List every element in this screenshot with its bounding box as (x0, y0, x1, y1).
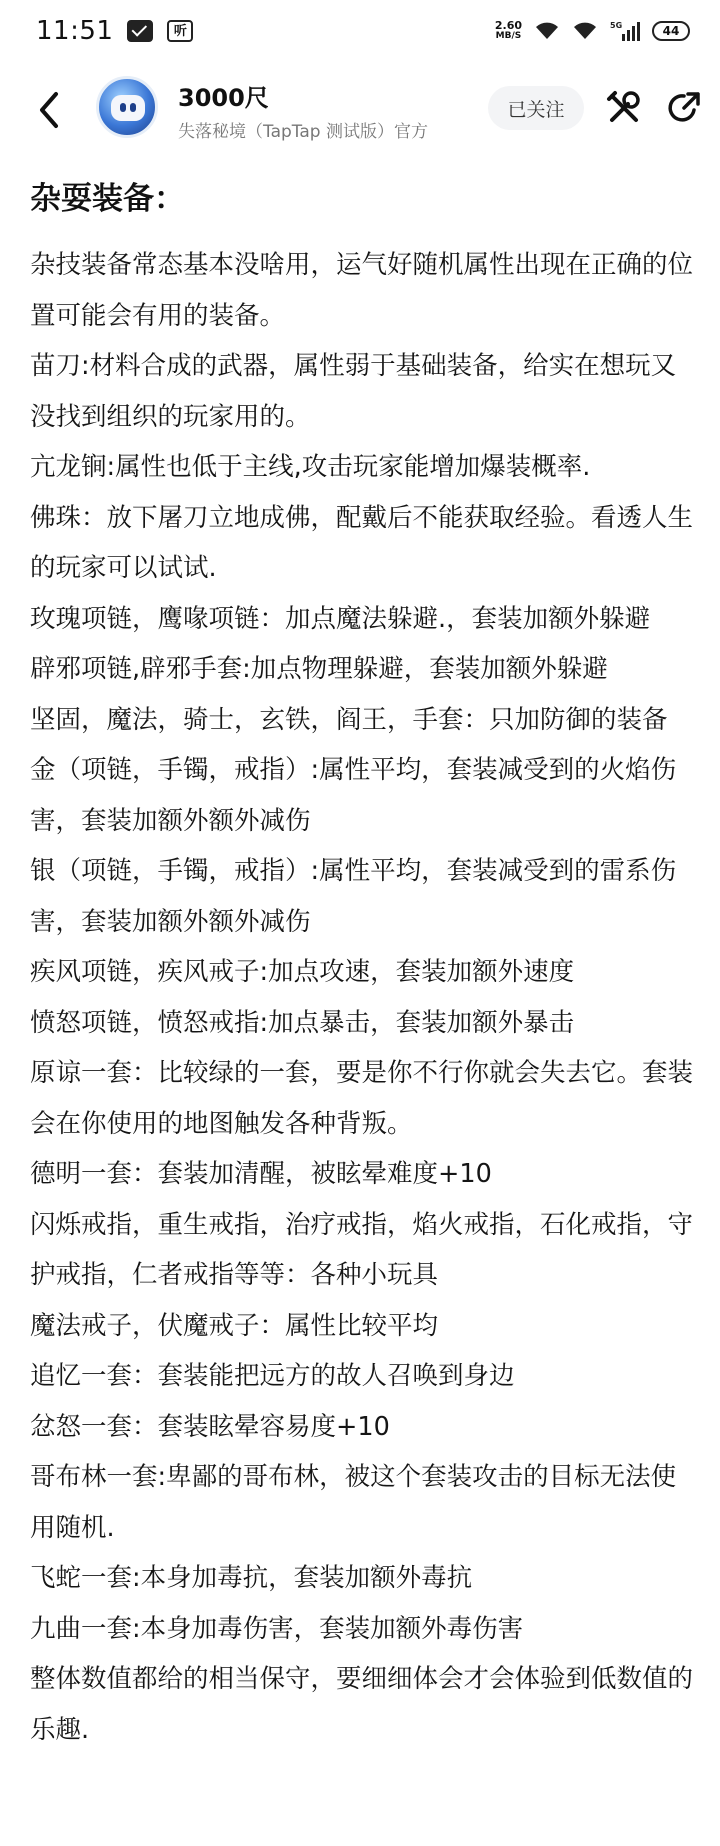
back-icon[interactable] (30, 88, 70, 132)
account-subtitle: 失落秘境（TapTap 测试版）官方 (178, 122, 428, 142)
paragraph: 魔法戒子，伏魔戒子：属性比较平均 (30, 1310, 439, 1341)
paragraph: 追忆一套：套装能把远方的故人召唤到身边 (30, 1361, 515, 1391)
mail-check-icon (127, 20, 153, 42)
paragraph: 苗刀:材料合成的武器，属性弱于基础装备，给实在想玩又没找到组织的玩家用的。 (30, 351, 677, 432)
paragraph: 坚固，魔法，骑士，玄铁，阎王，手套：只加防御的装备 (30, 704, 668, 735)
follow-button[interactable]: 已关注 (488, 86, 584, 130)
paragraph: 愤怒项链，愤怒戒指:加点暴击，套装加额外暴击 (30, 1007, 575, 1038)
paragraph: 哥布林一套:卑鄙的哥布林，被这个套装攻击的目标无法使用随机. (30, 1462, 677, 1543)
paragraph: 原谅一套：比较绿的一套，要是你不行你就会失去它。套装会在你使用的地图触发各种背叛。 (30, 1058, 694, 1139)
share-icon[interactable] (664, 88, 704, 128)
tools-icon[interactable] (604, 88, 644, 128)
status-bar (0, 0, 720, 62)
paragraph: 德明一套：套装加清醒，被眩晕难度+10 (30, 1159, 492, 1189)
paragraph: 亢龙锏:属性也低于主线,攻击玩家能增加爆装概率. (30, 452, 591, 482)
paragraph: 飞蛇一套:本身加毒抗，套装加额外毒抗 (30, 1563, 473, 1593)
article-content (30, 178, 700, 1755)
status-left (36, 16, 193, 46)
signal-icon (610, 20, 640, 42)
status-right (495, 20, 690, 42)
paragraph: 佛珠：放下屠刀立地成佛，配戴后不能获取经验。看透人生的玩家可以试试. (30, 502, 694, 583)
account-title: 3000尺 (178, 84, 269, 112)
paragraph: 九曲一套:本身加毒伤害，套装加额外毒伤害 (30, 1613, 524, 1644)
wifi-icon (534, 21, 560, 41)
paragraph: 忿怒一套：套装眩晕容易度+10 (30, 1411, 390, 1442)
paragraph: 辟邪项链,辟邪手套:加点物理躲避，套装加额外躲避 (30, 654, 608, 684)
network-speed (495, 20, 522, 42)
avatar[interactable] (96, 76, 158, 138)
wifi-secondary-icon (572, 21, 598, 41)
clock: 11:51 (36, 16, 114, 46)
paragraph: 玫瑰项链，鹰喙项链：加点魔法躲避.，套装加额外躲避 (30, 603, 651, 634)
signal-label: 5G (610, 21, 623, 30)
network-speed-value: 2.60 (494, 19, 522, 32)
paragraph: 杂技装备常态基本没啥用，运气好随机属性出现在正确的位置可能会有用的装备。 (30, 250, 694, 331)
paragraph: 金（项链，手镯，戒指）:属性平均，套装减受到的火焰伤害，套装加额外额外减伤 (30, 755, 677, 836)
title-block[interactable] (178, 78, 428, 142)
paragraph: 银（项链，手镯，戒指）:属性平均，套装减受到的雷系伤害，套装加额外额外减伤 (30, 856, 677, 937)
avatar-face (111, 95, 145, 121)
listen-icon: 听 (167, 20, 193, 42)
section-title: 杂耍装备： (30, 181, 185, 217)
paragraph: 闪烁戒指，重生戒指，治疗戒指，焰火戒指，石化戒指，守护戒指，仁者戒指等等：各种小玩具 (30, 1209, 694, 1290)
paragraph: 整体数值都给的相当保守，要细细体会才会体验到低数值的乐趣. (30, 1664, 694, 1745)
app-header (0, 70, 720, 150)
battery-indicator: 44 (652, 21, 690, 41)
paragraph-list (30, 240, 700, 1755)
paragraph: 疾风项链，疾风戒子:加点攻速，套装加额外速度 (30, 957, 575, 987)
network-speed-unit: MB/S (495, 31, 522, 41)
